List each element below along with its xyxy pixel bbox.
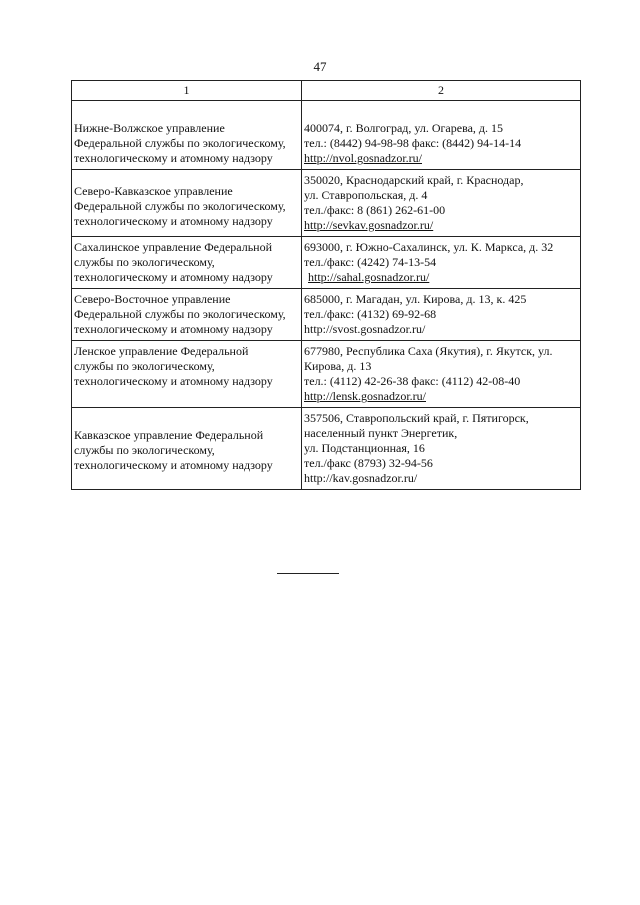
address-line: 693000, г. Южно-Сахалинск, ул. К. Маркса, д. 32: [304, 240, 554, 254]
organization-cell: [72, 170, 302, 237]
contact-cell: [302, 170, 581, 237]
phone-line: тел./факс: (4132) 69-92-68: [304, 307, 437, 321]
website-link[interactable]: http://lensk.gosnadzor.ru/: [304, 389, 426, 403]
address-line: 685000, г. Магадан, ул. Кирова, д. 13, к. 425: [304, 292, 527, 306]
website-link[interactable]: http://nvol.gosnadzor.ru/: [304, 151, 422, 165]
phone-line: тел./факс (8793) 32-94-56: [304, 456, 433, 470]
address-line: Кирова, д. 13: [304, 359, 372, 373]
organization-line: Федеральной службы по экологическому,: [74, 199, 286, 213]
website-link[interactable]: http://kav.gosnadzor.ru/: [304, 471, 418, 485]
organization-line: технологическому и атомному надзору: [74, 214, 273, 228]
organization-line: Федеральной службы по экологическому,: [74, 307, 286, 321]
organization-line: технологическому и атомному надзору: [74, 270, 273, 284]
contact-cell: [302, 101, 581, 170]
contact-cell: [302, 341, 581, 408]
column-header-2: 2: [302, 81, 581, 101]
page-number: 47: [313, 59, 327, 74]
contact-cell: [302, 289, 581, 341]
authorities-table: [71, 80, 581, 490]
table-row: [72, 101, 581, 170]
organization-line: Северо-Восточное управление: [74, 292, 231, 306]
organization-line: технологическому и атомному надзору: [74, 322, 273, 336]
table-row: [72, 170, 581, 237]
organization-line: Сахалинское управление Федеральной: [74, 240, 273, 254]
organization-cell: [72, 101, 302, 170]
website-link[interactable]: http://sevkav.gosnadzor.ru/: [304, 218, 434, 232]
organization-cell: [72, 408, 302, 490]
address-line: ул. Подстанционная, 16: [304, 441, 425, 455]
organization-line: службы по экологическому,: [74, 443, 215, 457]
contact-cell: [302, 237, 581, 289]
phone-line: тел./факс: 8 (861) 262-61-00: [304, 203, 446, 217]
organization-line: Ленское управление Федеральной: [74, 344, 249, 358]
website-link[interactable]: http://sahal.gosnadzor.ru/: [308, 270, 430, 284]
organization-line: технологическому и атомному надзору: [74, 458, 273, 472]
address-line: населенный пункт Энергетик,: [304, 426, 458, 440]
phone-line: тел./факс: (4242) 74-13-54: [304, 255, 437, 269]
address-line: 350020, Краснодарский край, г. Краснодар,: [304, 173, 524, 187]
organization-line: Федеральной службы по экологическому,: [74, 136, 286, 150]
organization-line: Нижне-Волжское управление: [74, 121, 225, 135]
contact-cell: [302, 408, 581, 490]
organization-cell: [72, 341, 302, 408]
address-line: 677980, Республика Саха (Якутия), г. Якутск, ул.: [304, 344, 553, 358]
table-row: [72, 237, 581, 289]
table-row: [72, 341, 581, 408]
organization-cell: [72, 289, 302, 341]
table-row: [72, 408, 581, 490]
organization-line: службы по экологическому,: [74, 255, 215, 269]
address-line: ул. Ставропольская, д. 4: [304, 188, 428, 202]
address-line: 357506, Ставропольский край, г. Пятигорск,: [304, 411, 529, 425]
website-link[interactable]: http://svost.gosnadzor.ru/: [304, 322, 426, 336]
organization-line: Северо-Кавказское управление: [74, 184, 233, 198]
column-header-1: 1: [72, 81, 302, 101]
organization-line: технологическому и атомному надзору: [74, 374, 273, 388]
phone-line: тел.: (8442) 94-98-98 факс: (8442) 94-14-14: [304, 136, 522, 150]
organization-line: службы по экологическому,: [74, 359, 215, 373]
table-header-row: [72, 81, 581, 101]
address-line: 400074, г. Волгоград, ул. Огарева, д. 15: [304, 121, 504, 135]
end-of-document-rule: [277, 573, 339, 574]
table-row: [72, 289, 581, 341]
organization-line: технологическому и атомному надзору: [74, 151, 273, 165]
organization-line: Кавказское управление Федеральной: [74, 428, 264, 442]
phone-line: тел.: (4112) 42-26-38 факс: (4112) 42-08-40: [304, 374, 521, 388]
organization-cell: [72, 237, 302, 289]
